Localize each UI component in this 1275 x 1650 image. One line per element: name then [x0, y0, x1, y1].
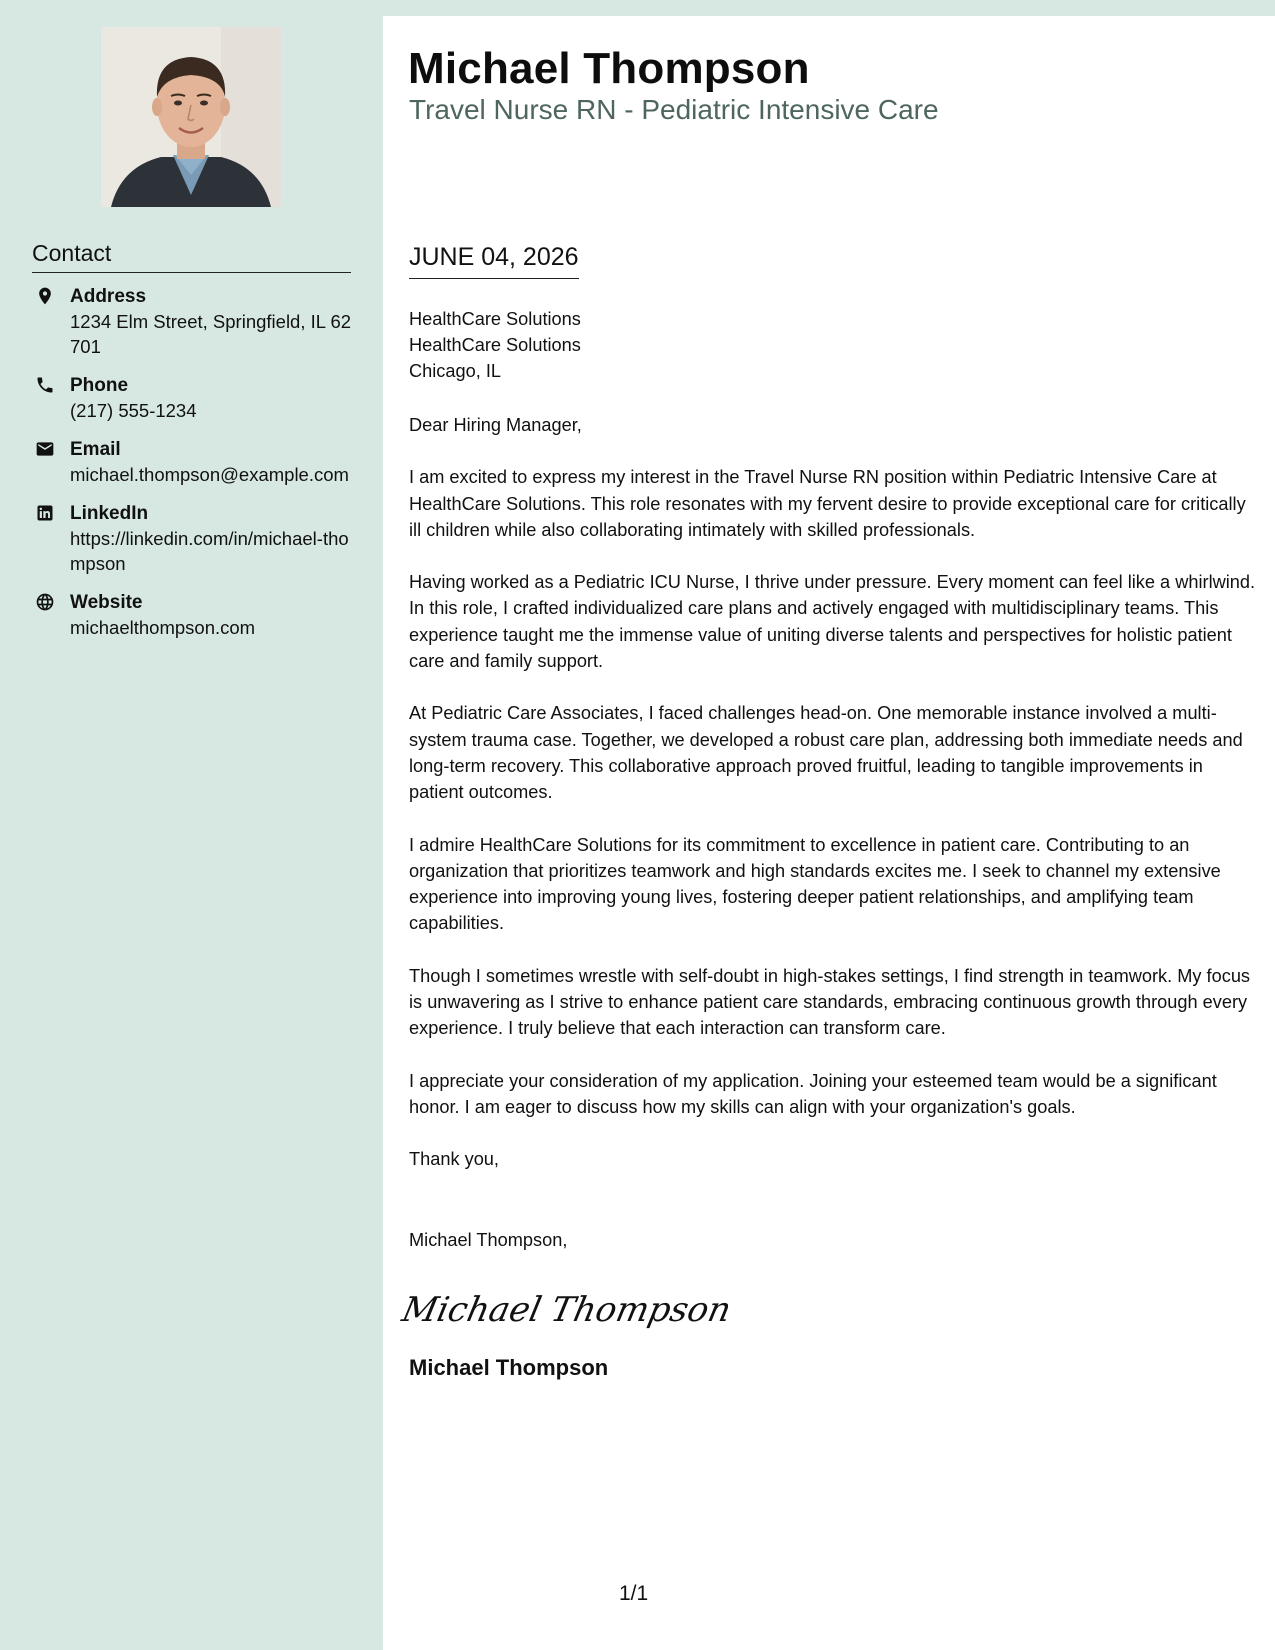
contact-item-website	[32, 590, 352, 640]
signoff: Michael Thompson,	[409, 1229, 568, 1250]
phone-value[interactable]: (217) 555-1234	[70, 400, 197, 421]
contact-label: Website	[70, 592, 143, 613]
email-value[interactable]: michael.thompson@example.com	[70, 464, 349, 485]
signature-text: Michael Thompson	[398, 1290, 735, 1330]
globe-icon	[32, 590, 70, 640]
applicant-name: Michael Thompson	[408, 44, 810, 93]
recipient-line: HealthCare Solutions	[409, 309, 581, 329]
letter-date: JUNE 04, 2026	[409, 243, 579, 279]
recipient-block	[409, 306, 1259, 384]
recipient-line: HealthCare Solutions	[409, 335, 581, 355]
profile-photo	[101, 27, 281, 207]
sidebar	[0, 0, 383, 1650]
page-number: 1/1	[619, 1582, 649, 1605]
phone-icon	[32, 373, 70, 423]
contact-item-phone	[32, 373, 352, 423]
contact-label: Phone	[70, 375, 129, 396]
job-title: Travel Nurse RN - Pediatric Intensive Care	[409, 94, 939, 125]
linkedin-icon	[32, 501, 70, 576]
letter-paragraph: I admire HealthCare Solutions for its commitment to excellence in patient care. Contributing to an organization that prioritizes teamwork and high standards excites me. I seek to channel my extensive experience into improving young lives, fostering deeper patient relationships, and amplifying team capabilities.	[409, 834, 1221, 934]
recipient-line: Chicago, IL	[409, 361, 502, 381]
contact-list	[32, 284, 352, 654]
contact-item-address	[32, 284, 352, 359]
closing: Thank you,	[409, 1149, 499, 1170]
salutation: Dear Hiring Manager,	[409, 415, 582, 435]
address-value: 1234 Elm Street, Springfield, IL 62701	[70, 311, 352, 357]
letter-panel	[383, 16, 1275, 1650]
website-value[interactable]: michaelthompson.com	[70, 617, 256, 638]
contact-item-linkedin	[32, 501, 352, 576]
contact-heading: Contact	[32, 240, 351, 273]
contact-label: Email	[70, 439, 121, 460]
letter-paragraph: I appreciate your consideration of my application. Joining your esteemed team would be a significant honor. I am eager to discuss how my skills can align with your organization's goals.	[409, 1070, 1217, 1117]
handwritten-signature	[398, 1281, 1259, 1337]
contact-label: LinkedIn	[70, 503, 149, 524]
linkedin-value[interactable]: https://linkedin.com/in/michael-thompson	[70, 528, 349, 574]
letter-paragraph: Though I sometimes wrestle with self-doubt in high-stakes settings, I find strength in teamwork. My focus is unwavering as I strive to enhance patient care standards, embracing continuous growth through every experience. I truly believe that each interaction can transform care.	[409, 965, 1251, 1039]
location-pin-icon	[32, 284, 70, 359]
contact-label: Address	[70, 286, 147, 307]
letter-paragraph: I am excited to express my interest in the Travel Nurse RN position within Pediatric Intensive Care at HealthCare Solutions. This role resonates with my fervent desire to provide exceptional care for critically ill children while also collaborating intimately with skilled professionals.	[409, 467, 1246, 540]
avatar	[101, 27, 281, 207]
letter-body	[398, 306, 1259, 1381]
signed-name: Michael Thompson	[409, 1354, 609, 1380]
letter-paragraph: Having worked as a Pediatric ICU Nurse, I thrive under pressure. Every moment can feel like a whirlwind. In this role, I crafted individualized care plans and actively engaged with multidisciplinary teams. This experience taught me the immense value of uniting diverse talents and perspectives for holistic patient care and family support.	[409, 572, 1256, 672]
envelope-icon	[32, 437, 70, 487]
contact-item-email	[32, 437, 352, 487]
letter-paragraph: At Pediatric Care Associates, I faced challenges head-on. One memorable instance involved a multi-system trauma case. Together, we developed a robust care plan, addressing both immediate needs and long-term recovery. This collaborative approach proved fruitful, leading to tangible improvements in patient outcomes.	[409, 703, 1243, 803]
